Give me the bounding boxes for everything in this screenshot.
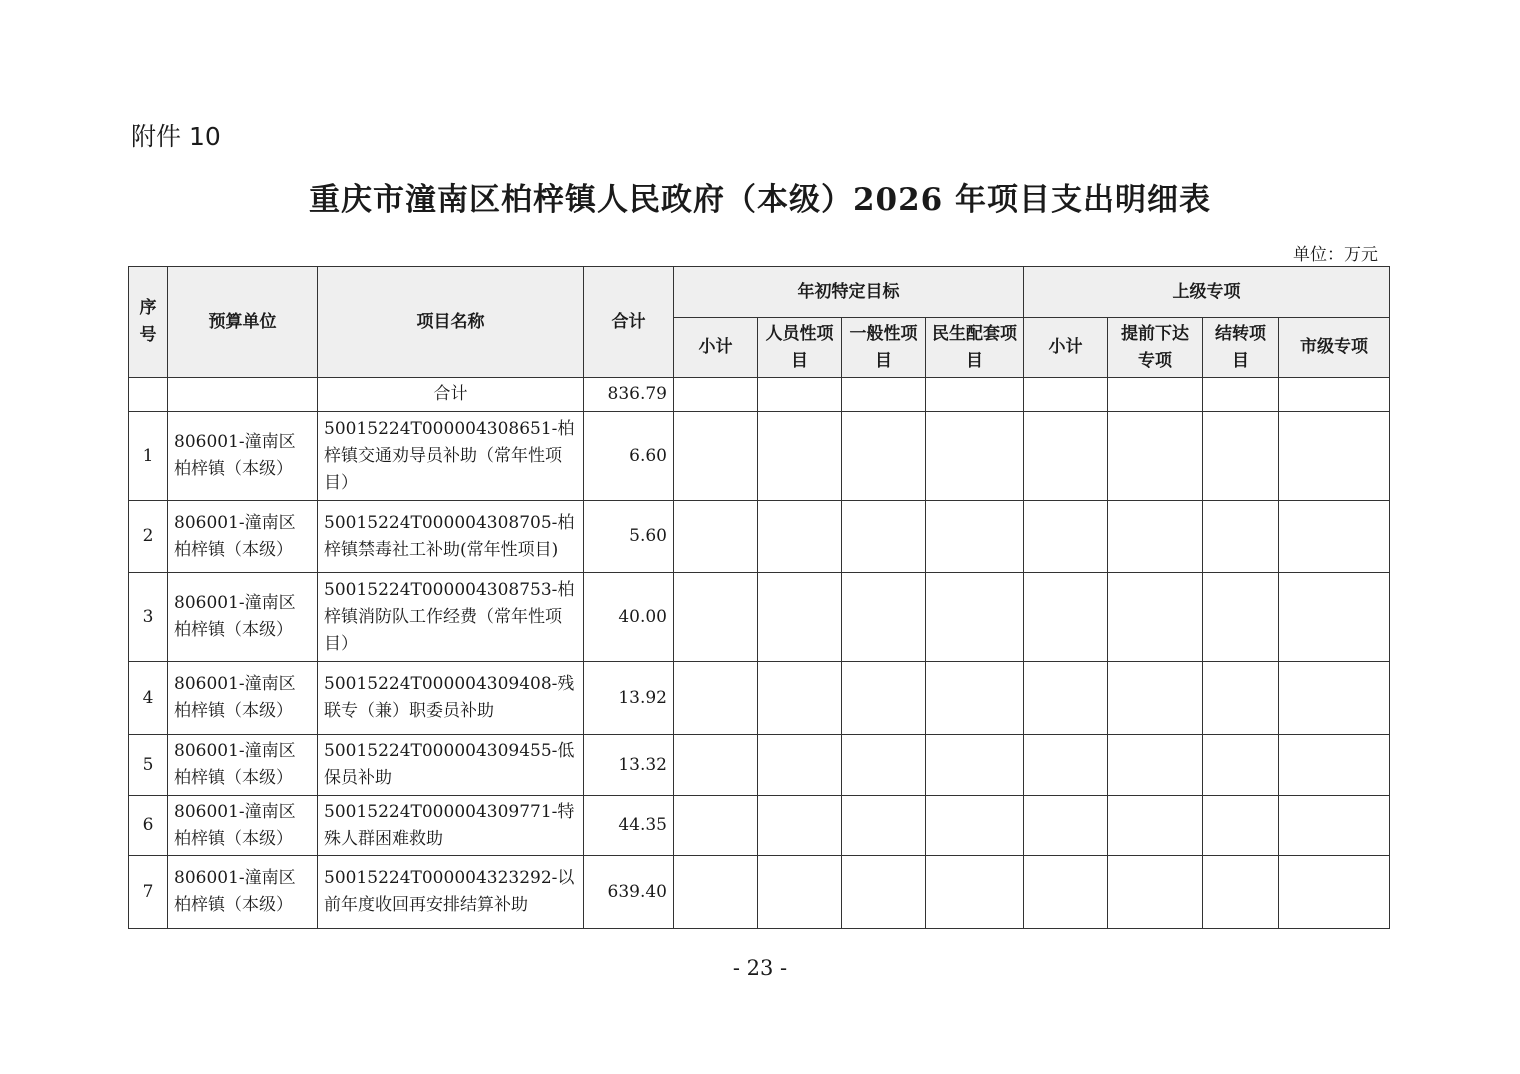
row-amount: 13.92 xyxy=(584,662,674,735)
row-unit: 806001-潼南区柏梓镇（本级） xyxy=(168,662,318,735)
table-row xyxy=(129,501,1390,573)
row-seq: 2 xyxy=(129,501,168,573)
row-amount: 44.35 xyxy=(584,796,674,856)
header-g2-municipal: 市级专项 xyxy=(1279,318,1390,378)
row-amount: 13.32 xyxy=(584,735,674,796)
row-unit: 806001-潼南区柏梓镇（本级） xyxy=(168,501,318,573)
row-amount: 639.40 xyxy=(584,856,674,929)
row-seq: 6 xyxy=(129,796,168,856)
row-unit: 806001-潼南区柏梓镇（本级） xyxy=(168,573,318,662)
unit-label: 单位：万元 xyxy=(1293,245,1378,265)
header-total: 合计 xyxy=(584,267,674,378)
row-seq: 7 xyxy=(129,856,168,929)
header-g1-livelihood: 民生配套项目 xyxy=(926,318,1024,378)
header-g2-subtotal: 小计 xyxy=(1024,318,1108,378)
header-group-annual-target: 年初特定目标 xyxy=(674,267,1024,318)
row-project: 50015224T000004308705-柏梓镇禁毒社工补助(常年性项目) xyxy=(318,501,584,573)
table-row xyxy=(129,856,1390,929)
table-row xyxy=(129,796,1390,856)
header-g2-advance: 提前下达专项 xyxy=(1108,318,1203,378)
table-row xyxy=(129,573,1390,662)
expenditure-table xyxy=(128,266,1390,929)
header-g1-subtotal: 小计 xyxy=(674,318,758,378)
page-title: 重庆市潼南区柏梓镇人民政府（本级）2026 年项目支出明细表 xyxy=(308,182,1212,218)
table-total-row xyxy=(129,378,1390,412)
row-project: 50015224T000004323292-以前年度收回再安排结算补助 xyxy=(318,856,584,929)
row-seq: 1 xyxy=(129,412,168,501)
row-seq: 5 xyxy=(129,735,168,796)
row-project: 50015224T000004309771-特殊人群困难救助 xyxy=(318,796,584,856)
header-group-superior-special: 上级专项 xyxy=(1024,267,1390,318)
row-unit: 806001-潼南区柏梓镇（本级） xyxy=(168,856,318,929)
row-unit: 806001-潼南区柏梓镇（本级） xyxy=(168,735,318,796)
row-unit: 806001-潼南区柏梓镇（本级） xyxy=(168,412,318,501)
table-row xyxy=(129,412,1390,501)
row-amount: 6.60 xyxy=(584,412,674,501)
header-project: 项目名称 xyxy=(318,267,584,378)
header-seq: 序号 xyxy=(129,267,168,378)
row-unit: 806001-潼南区柏梓镇（本级） xyxy=(168,796,318,856)
table-row xyxy=(129,735,1390,796)
attachment-label: 附件 10 xyxy=(131,122,221,151)
row-project: 50015224T000004309455-低保员补助 xyxy=(318,735,584,796)
row-amount: 40.00 xyxy=(584,573,674,662)
page-number: - 23 - xyxy=(732,956,788,980)
total-label: 合计 xyxy=(318,378,584,412)
row-project: 50015224T000004309408-残联专（兼）职委员补助 xyxy=(318,662,584,735)
table-row xyxy=(129,662,1390,735)
row-amount: 5.60 xyxy=(584,501,674,573)
row-seq: 3 xyxy=(129,573,168,662)
row-seq: 4 xyxy=(129,662,168,735)
header-unit: 预算单位 xyxy=(168,267,318,378)
header-g1-personnel: 人员性项目 xyxy=(758,318,842,378)
total-amount: 836.79 xyxy=(584,378,674,412)
row-project: 50015224T000004308651-柏梓镇交通劝导员补助（常年性项目） xyxy=(318,412,584,501)
header-g1-general: 一般性项目 xyxy=(842,318,926,378)
row-project: 50015224T000004308753-柏梓镇消防队工作经费（常年性项目） xyxy=(318,573,584,662)
header-g2-carryover: 结转项目 xyxy=(1203,318,1279,378)
